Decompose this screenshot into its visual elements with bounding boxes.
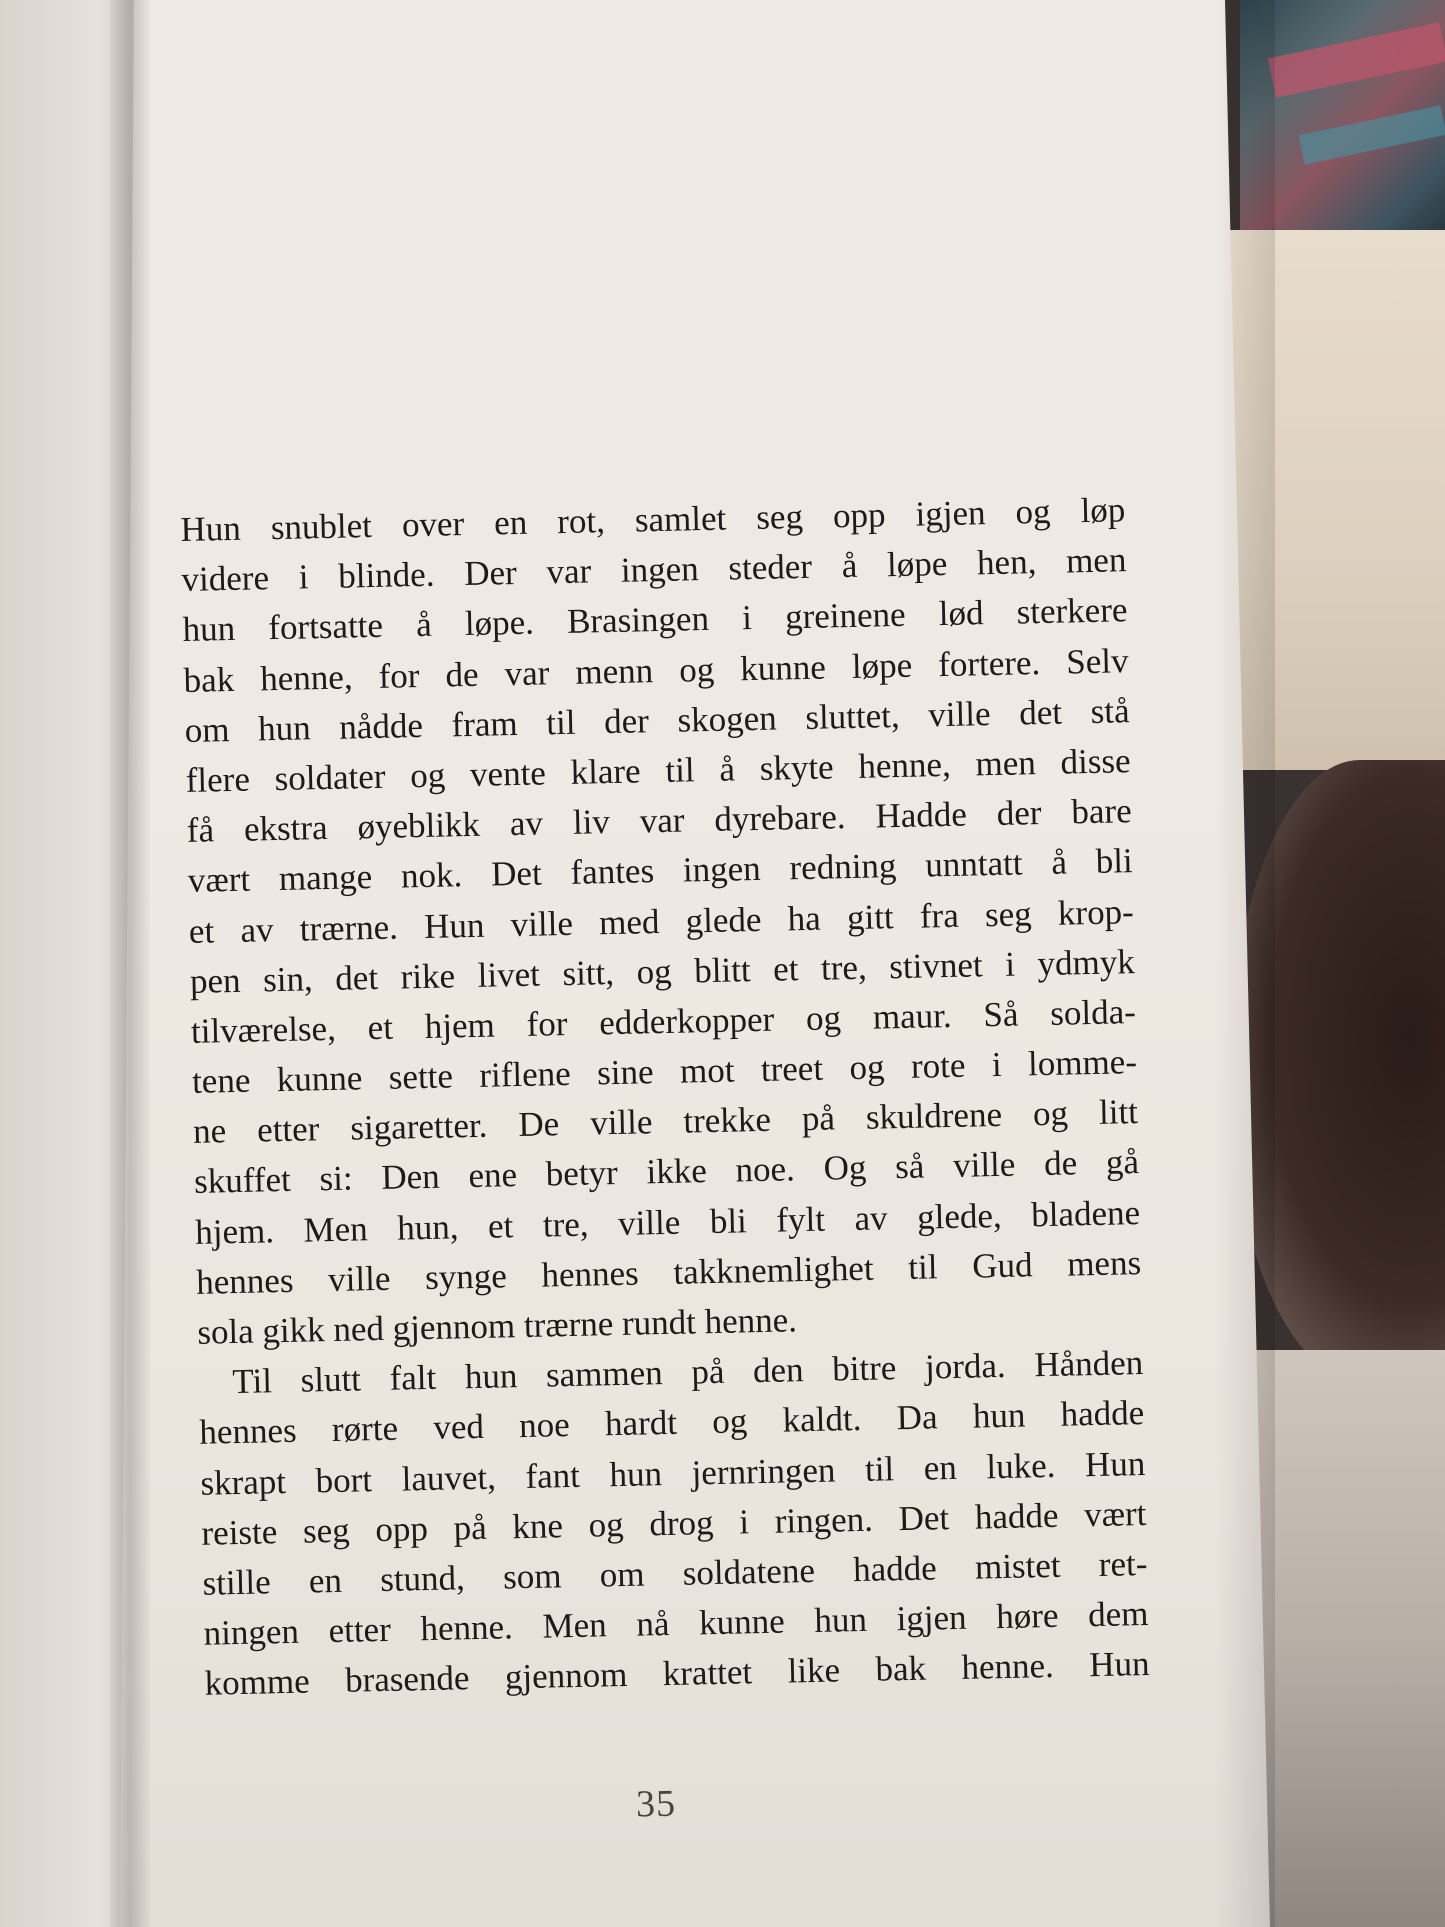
- book-gutter: [110, 0, 150, 1927]
- text-line: Til slutt falt hun sammen på den bitre jorda. Hånden: [231, 1343, 1144, 1402]
- text-line: sola gikk ned gjennom trærne rundt henne.: [196, 1300, 798, 1352]
- text-line: hjem. Men hun, et tre, ville bli fylt av glede, bladene: [194, 1192, 1141, 1252]
- text-line: videre i blinde. Der var ingen steder å løpe hen, men: [181, 540, 1127, 600]
- page-text: [180, 485, 1150, 1709]
- text-line: pen sin, det rike livet sitt, og blitt et tre, stivnet i ydmyk: [189, 941, 1136, 1001]
- text-line: skuffet si: Den ene betyr ikke noe. Og så ville de gå: [193, 1142, 1140, 1202]
- text-line: et av trærne. Hun ville med glede ha gitt fra seg krop-: [188, 891, 1135, 951]
- text-line: ne etter sigaretter. De ville trekke på skuldrene og litt: [192, 1092, 1139, 1152]
- text-line: om hun nådde fram til der skogen sluttet, ville det stå: [184, 690, 1130, 750]
- text-line: stille en stund, som om soldatene hadde mistet ret-: [202, 1543, 1148, 1603]
- background-surface: [1250, 1350, 1445, 1927]
- text-line: flere soldater og vente klare til å skyte henne, men disse: [185, 741, 1131, 800]
- text-line: tene kunne sette riflene sine mot treet og rote i lomme-: [191, 1042, 1138, 1101]
- text-line: komme brasende gjennom krattet like bak henne. Hun: [204, 1644, 1150, 1704]
- page-edge-shadow: [1215, 0, 1275, 1927]
- text-line: Hun snublet over en rot, samlet seg opp igjen og løp: [180, 490, 1126, 549]
- text-line: skrapt bort lauvet, fant hun jernringen til en luke. Hun: [200, 1443, 1146, 1503]
- text-line: bak henne, for de var menn og kunne løpe fortere. Selv: [183, 640, 1129, 700]
- text-line: hennes ville synge hennes takknemlighet til Gud mens: [195, 1242, 1142, 1302]
- text-line: reiste seg opp på kne og drog i ringen. Det hadde vært: [201, 1493, 1147, 1553]
- text-line: hun fortsatte å løpe. Brasingen i greinene lød sterkere: [182, 590, 1128, 650]
- text-line: ningen etter henne. Men nå kunne hun igjen høre dem: [203, 1594, 1149, 1653]
- text-line: vært mange nok. Det fantes ingen redning unntatt å bli: [187, 841, 1134, 901]
- text-line: tilværelse, et hjem for edderkopper og maur. Så solda-: [190, 991, 1137, 1051]
- page-number: 35: [635, 1782, 677, 1826]
- text-line: få ekstra øyeblikk av liv var dyrebare. Hadde der bare: [186, 791, 1133, 851]
- text-line: hennes rørte ved noe hardt og kaldt. Da hun hadde: [199, 1393, 1145, 1453]
